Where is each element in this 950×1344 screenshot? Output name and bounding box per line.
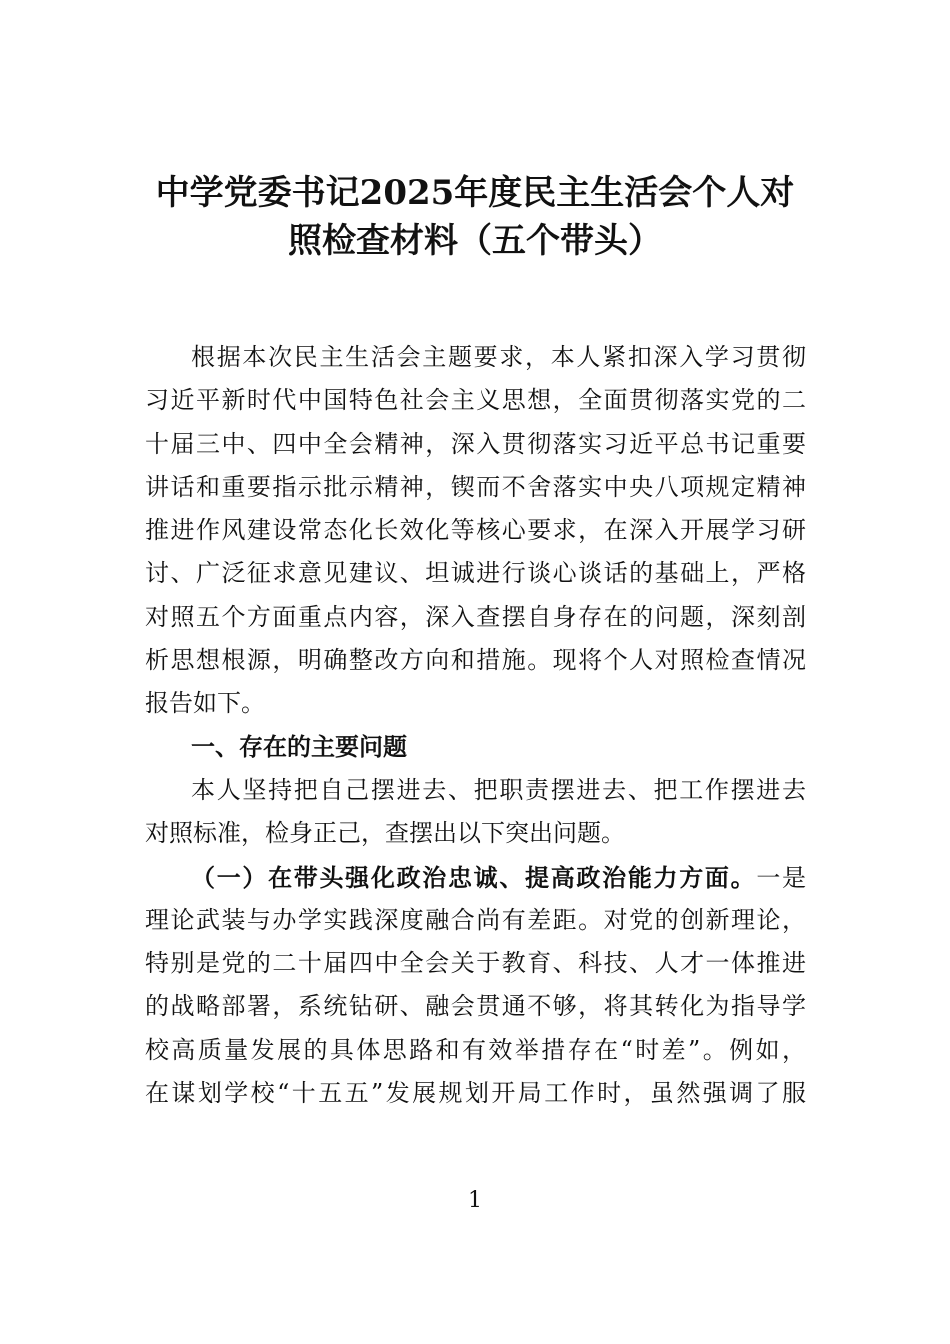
text-line: 推进作风建设常态化长效化等核心要求，在深入开展学习研 [145,516,806,545]
text-line: 的战略部署，系统钻研、融会贯通不够，将其转化为指导学 [145,992,806,1021]
document-body [145,336,806,1115]
text-line: 在谋划学校“十五五”发展规划开局工作时，虽然强调了服 [145,1079,806,1108]
section-intro-paragraph [145,769,806,856]
text-line: 校高质量发展的具体思路和有效举措存在“时差”。例如， [145,1035,806,1064]
intro-paragraph [145,336,806,726]
text-span: 一是 [756,863,807,892]
text-line: 析思想根源，明确整改方向和措施。现将个人对照检查情况 [145,646,806,675]
text-line: 特别是党的二十届四中全会关于教育、科技、人才一体推进 [145,949,806,978]
document-title-line-1: 中学党委书记2025年度民主生活会个人对 [155,173,795,213]
text-line: 十届三中、四中全会精神，深入贯彻落实习近平总书记重要 [145,429,806,458]
section-heading: 一、存在的主要问题 [191,732,407,761]
text-line: 报告如下。 [145,689,265,718]
item-subheading: （一）在带头强化政治忠诚、提高政治能力方面。 [191,862,757,892]
item-paragraph [145,856,806,1116]
text-line: 根据本次民主生活会主题要求，本人紧扣深入学习贯彻 [191,343,806,371]
text-line: 讲话和重要指示批示精神，锲而不舍落实中央八项规定精神 [145,472,806,501]
text-line: 习近平新时代中国特色社会主义思想，全面贯彻落实党的二 [145,386,806,415]
text-line: 对照标准，检身正己，查摆出以下突出问题。 [145,819,625,848]
text-line: 本人坚持把自己摆进去、把职责摆进去、把工作摆进去 [191,775,806,804]
text-line: 讨、广泛征求意见建议、坦诚进行谈心谈话的基础上，严格 [145,559,806,588]
page-number: 1 [468,1188,482,1213]
text-line: 对照五个方面重点内容，深入查摆自身存在的问题，深刻剖 [145,602,806,631]
document-title-line-2: 照检查材料（五个带头） [288,221,662,261]
text-line [145,856,806,899]
text-line: 理论武装与办学实践深度融合尚有差距。对党的创新理论， [145,905,806,934]
